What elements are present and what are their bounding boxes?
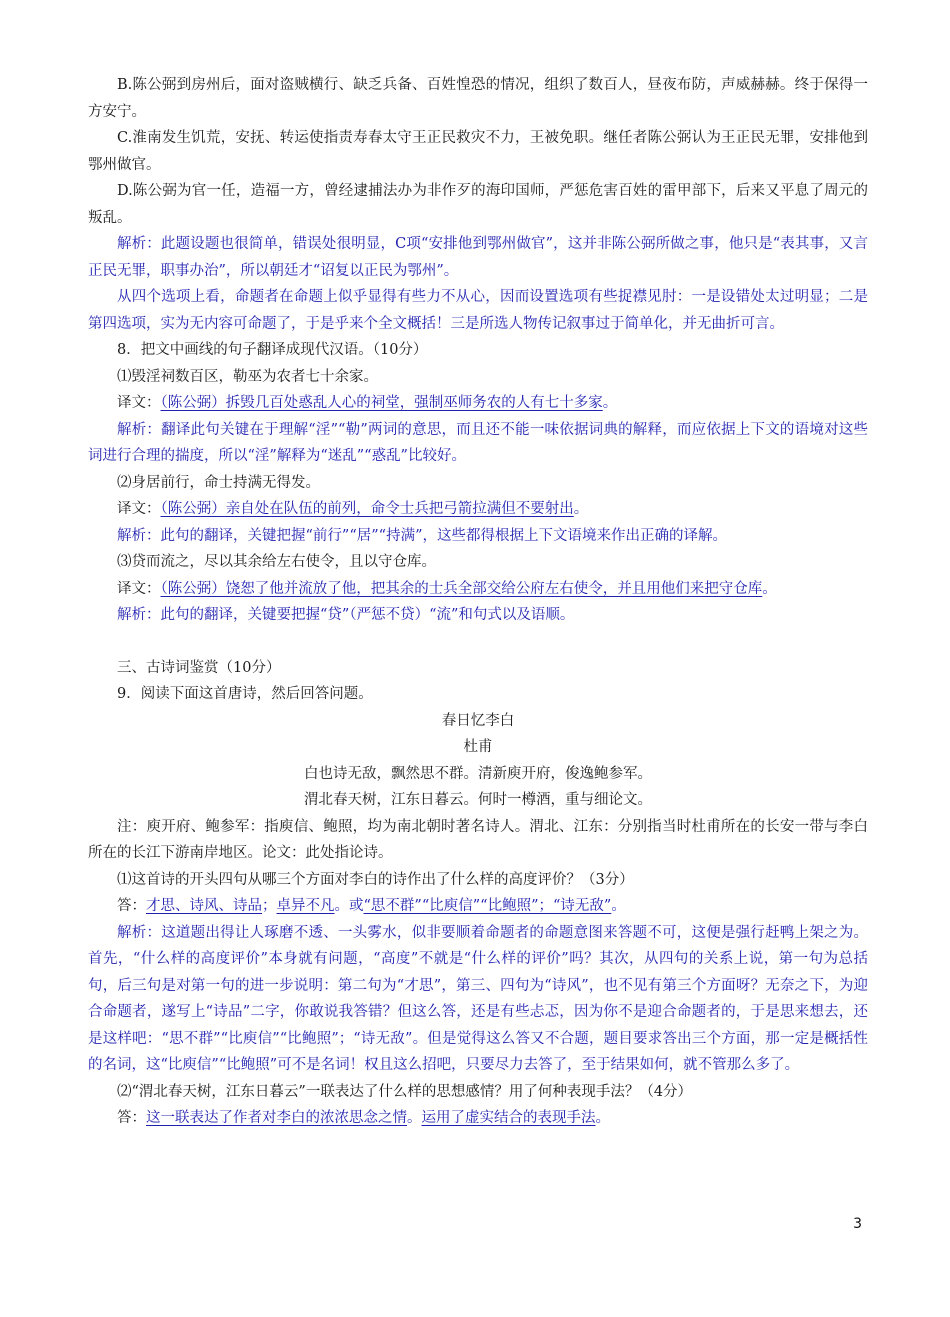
section-spacer xyxy=(88,629,868,655)
poem-title: 春日忆李白 xyxy=(441,712,515,729)
q8-sentence-1: ⑴毁淫祠数百区，勒巫为农者七十余家。 xyxy=(117,368,378,385)
poem-author: 杜甫 xyxy=(463,739,493,755)
translation-text: （陈公弼）亲自处在队伍的前列，命令士兵把弓箭拉满但不要射出 xyxy=(160,501,574,517)
q8-translation-2: 译文：（陈公弼）亲自处在队伍的前列，命令士兵把弓箭拉满但不要射出。 xyxy=(117,501,589,517)
answer-part: 这一联表达了作者对李白的浓浓思念之情 xyxy=(146,1110,407,1126)
q8-translation-3: 译文：（陈公弼）饶恕了他并流放了他，把其余的士兵全部交给公府左右使令，并且用他们来把守仓库。 xyxy=(117,580,777,597)
q8-sentence-2: ⑵身居前行，命士持满无得发。 xyxy=(117,474,320,491)
answer-part: 才思、诗风、诗品 xyxy=(146,898,262,914)
answer-part: “思不群”“比庾信”“比鲍照”；“诗无敌” xyxy=(363,898,612,914)
translation-label: 译文： xyxy=(117,395,161,411)
poem-line-2: 渭北春天树，江东日暮云。何时一樽酒，重与细论文。 xyxy=(304,792,652,808)
q7-analysis-1: 解析：此题设题也很简单，错误处很明显，C项“安排他到鄂州做官”，这并非陈公弼所做之事，他只是“表其事，又言正民无罪，职事办治”，所以朝廷才“诏复以正民为鄂州”。 xyxy=(88,236,868,279)
q7-option-b: B.陈公弼到房州后，面对盗贼横行、缺乏兵备、百姓惶恐的情况，组织了数百人，昼夜布防，声威赫赫。终于保得一方安宁。 xyxy=(88,77,868,120)
q9-sub1-answer: 答：才思、诗风、诗品；卓异不凡。或“思不群”“比庾信”“比鲍照”；“诗无敌”。 xyxy=(117,898,626,914)
page-number: 3 xyxy=(853,1216,862,1232)
translation-text: （陈公弼）饶恕了他并流放了他，把其余的士兵全部交给公府左右使令，并且用他们来把守仓库 xyxy=(160,580,763,597)
q9-stem: 9．阅读下面这首唐诗，然后回答问题。 xyxy=(117,686,373,702)
q8-translation-1: 译文：（陈公弼）拆毁几百处惑乱人心的祠堂，强制巫师务农的人有七十多家。 xyxy=(117,395,618,411)
q9-sub1-question: ⑴这首诗的开头四句从哪三个方面对李白的诗作出了什么样的高度评价？（3分） xyxy=(117,871,634,888)
q7-analysis-2: 从四个选项上看，命题者在命题上似乎显得有些力不从心，因而设置选项有些捉襟见肘：一是设错处太过明显；二是第四选项，实为无内容可命题了，于是乎来个全文概括！三是所选人物传记叙事过于简单化，并无曲折可言。 xyxy=(88,289,868,332)
answer-part: 卓异不凡 xyxy=(276,898,335,914)
translation-label: 译文： xyxy=(117,580,161,597)
q8-sentence-3: ⑶贷而流之，尽以其余给左右使令，且以守仓库。 xyxy=(117,554,436,570)
translation-label: 译文： xyxy=(117,501,161,517)
translation-text: （陈公弼）拆毁几百处惑乱人心的祠堂，强制巫师务农的人有七十多家 xyxy=(160,395,603,411)
section-heading: 三、古诗词鉴赏（10分） xyxy=(117,659,281,676)
q9-sub1-analysis: 解析：这道题出得让人琢磨不透、一头雾水，似非要顺着命题者的命题意图来答题不可，这便是强行赶鸭上架之为。首先，“什么样的高度评价”本身就有问题，“高度”不就是“什么样的评价”吗？其次，从四句的关系上说，第一句为总括句，后三句是对第一句的进一步说明：第二句为“才思”，第三、四句为“诗风”，也不见有第三个方面呀？无奈之下，为迎合命题者，遂写上“诗品”二字，你敢说我答错？但这么答，还是有些忐忑，因为你不是迎合命题者的，于是思来想去，还是这样吧：“思不群”“比庾信”“比鲍照”；“诗无敌”。但是觉得这么答又不合题，题目要求答出三个方面，那一定是概括性的名词，这“比庾信”“比鲍照”可不是名词！权且这么招吧，只要尽力去答了，至于结果如何，就不管那么多了。 xyxy=(88,924,868,1073)
q8-analysis-1: 解析：翻译此句关键在于理解“淫”“勒”两词的意思，而且还不能一味依据词典的解释，而应依据上下文的语境对这些词进行合理的揣度，所以“淫”解释为“迷乱”“惑乱”比较好。 xyxy=(88,421,868,464)
q9-sub2-answer: 答：这一联表达了作者对李白的浓浓思念之情。运用了虚实结合的表现手法。 xyxy=(117,1110,610,1126)
q9-sub2-question: ⑵“渭北春天树，江东日暮云”一联表达了什么样的思想感情？用了何种表现手法？（4分） xyxy=(117,1083,693,1100)
q8-analysis-2: 解析：此句的翻译，关键把握“前行”“居”“持满”，这些都得根据上下文语境来作出正确的译解。 xyxy=(117,527,727,544)
q8-analysis-3: 解析：此句的翻译，关键要把握“贷”（严惩不贷）“流”和句式以及语顺。 xyxy=(117,607,575,623)
document-body xyxy=(88,72,868,1132)
q8-stem: 8．把文中画线的句子翻译成现代汉语。（10分） xyxy=(117,342,428,358)
poem-note: 注：庾开府、鲍参军：指庾信、鲍照，均为南北朝时著名诗人。渭北、江东：分别指当时杜甫所在的长安一带与李白所在的长江下游南岸地区。论文：此处指论诗。 xyxy=(88,818,868,861)
poem-line-1: 白也诗无敌，飘然思不群。清新庾开府，俊逸鲍参军。 xyxy=(304,765,652,782)
answer-part: 运用了虚实结合的表现手法 xyxy=(421,1110,596,1126)
q7-option-d: D.陈公弼为官一任，造福一方，曾经逮捕法办为非作歹的海印国师，严惩危害百姓的雷甲部下，后来又平息了周元的叛乱。 xyxy=(88,183,868,226)
q7-option-c: C.淮南发生饥荒，安抚、转运使指责寿春太守王正民救灾不力，王被免职。继任者陈公弼认为王正民无罪，安排他到鄂州做官。 xyxy=(88,130,868,173)
